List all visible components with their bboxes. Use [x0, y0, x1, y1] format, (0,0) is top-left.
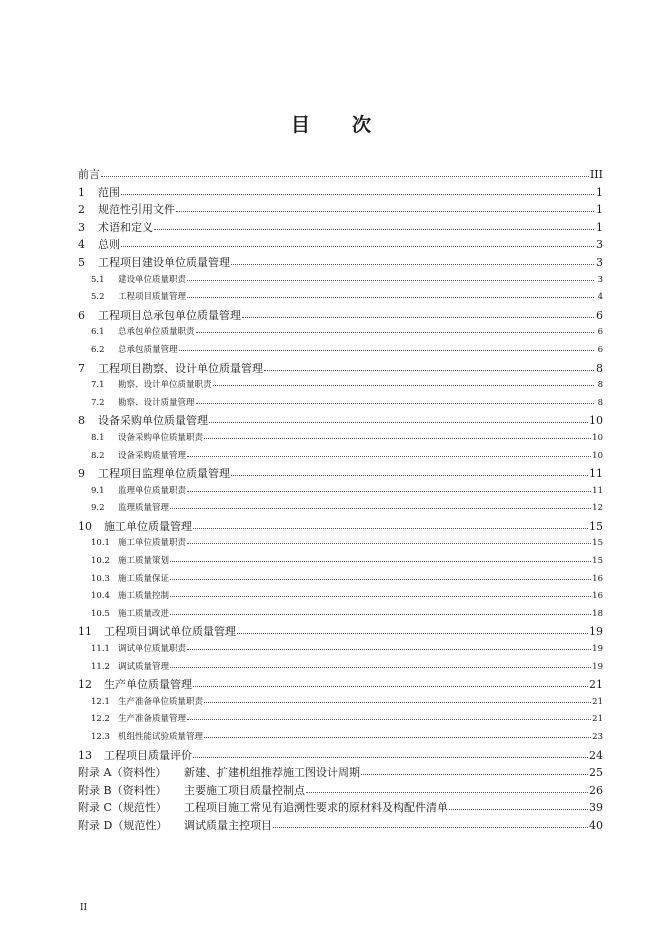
toc-leader-dots [170, 658, 591, 668]
toc-subentry[interactable] [78, 289, 603, 307]
toc-leader-dots [121, 183, 594, 195]
toc-leader-dots [264, 359, 594, 371]
toc-subentry[interactable] [78, 342, 603, 360]
toc-entry-page: 11 [592, 485, 603, 496]
toc-entry-label: 设备采购单位质量职责 [118, 432, 204, 443]
toc-entry-label: 工程项目监理单位质量管理 [98, 467, 230, 481]
toc-subentry[interactable] [78, 553, 603, 571]
toc-subentry[interactable] [78, 500, 603, 518]
toc-appendix-tag: 附录 C（规范性） [78, 801, 167, 815]
toc-entry-number: 9 [78, 467, 85, 481]
toc-entry-label: 总承包单位质量职责 [118, 327, 195, 338]
toc-entry-number: 4 [78, 238, 85, 252]
toc-leader-dots [187, 447, 591, 457]
toc-subentry[interactable] [78, 729, 603, 747]
toc-entry-number: 10.3 [91, 573, 110, 584]
table-of-contents [78, 166, 603, 835]
toc-leader-dots [170, 588, 591, 598]
toc-entry-number: 9.1 [91, 485, 105, 496]
toc-subentry[interactable] [78, 641, 603, 659]
toc-entry[interactable] [78, 676, 603, 694]
toc-entry[interactable] [78, 623, 603, 641]
toc-entry-label: 生产准备单位质量职责 [118, 696, 204, 707]
toc-appendix-entry[interactable] [78, 782, 603, 800]
toc-entry-number: 8.2 [91, 450, 105, 461]
toc-leader-dots [209, 411, 588, 423]
toc-entry-number: 10.4 [91, 591, 110, 602]
toc-leader-dots [170, 500, 591, 510]
toc-entry[interactable] [78, 236, 603, 254]
toc-entry-number: 10.2 [91, 556, 110, 567]
toc-leader-dots [193, 675, 588, 687]
toc-entry-number: 5.2 [91, 292, 105, 303]
toc-entry-number: 1 [78, 185, 85, 199]
toc-entry-label: 生产单位质量管理 [104, 678, 192, 692]
toc-entry-page: III [589, 168, 603, 181]
toc-entry-page: 1 [596, 220, 603, 234]
toc-entry-number: 8 [78, 414, 85, 428]
toc-entry[interactable] [78, 184, 603, 202]
toc-appendix-entry[interactable] [78, 764, 603, 782]
toc-entry-page: 40 [589, 818, 603, 832]
toc-entry-page: 10 [592, 450, 603, 461]
toc-entry-page: 8 [597, 380, 603, 391]
toc-entry-page: 1 [596, 185, 603, 199]
toc-entry-page: 24 [589, 748, 603, 762]
toc-entry-number: 3 [78, 220, 85, 234]
toc-entry-page: 8 [597, 397, 603, 408]
toc-subentry[interactable] [78, 377, 603, 395]
toc-leader-dots [187, 271, 594, 281]
toc-entry-page: 6 [597, 327, 603, 338]
toc-entry-number: 11 [78, 625, 92, 639]
toc-entry[interactable] [78, 166, 603, 184]
toc-entry-label: 施工质量策划 [118, 556, 170, 567]
toc-entry-number: 6.2 [91, 344, 105, 355]
toc-leader-dots [361, 763, 588, 775]
toc-entry-page: 6 [596, 308, 603, 322]
toc-entry-label: 总则 [98, 238, 120, 252]
toc-entry-label: 设备采购单位质量管理 [98, 414, 208, 428]
toc-leader-dots [237, 622, 588, 634]
toc-entry-number: 5.1 [91, 274, 105, 285]
toc-subentry[interactable] [78, 711, 603, 729]
toc-entry[interactable] [78, 360, 603, 378]
toc-entry-label: 规范性引用文件 [98, 203, 175, 217]
toc-entry-label: 调试单位质量职责 [118, 644, 187, 655]
toc-entry-label: 总承包质量管理 [118, 344, 178, 355]
toc-leader-dots [193, 746, 588, 758]
toc-subentry[interactable] [78, 694, 603, 712]
toc-entry-page: 19 [589, 625, 603, 639]
toc-entry-label: 工程项目质量评价 [104, 748, 192, 762]
toc-leader-dots [170, 570, 591, 580]
toc-leader-dots [204, 693, 591, 703]
toc-entry-page: 21 [592, 696, 603, 707]
toc-entry-number: 5 [78, 255, 85, 269]
toc-entry-page: 19 [592, 644, 603, 655]
toc-leader-dots [196, 324, 594, 334]
toc-entry-page: 12 [592, 503, 603, 514]
toc-entry-number: 12.1 [91, 696, 110, 707]
toc-entry-number: 7.1 [91, 380, 105, 391]
toc-entry-page: 16 [592, 591, 603, 602]
toc-entry-number: 7 [78, 361, 85, 375]
toc-leader-dots [176, 200, 594, 212]
toc-subentry[interactable] [78, 395, 603, 413]
toc-entry-page: 1 [596, 203, 603, 217]
toc-entry-label: 施工质量保证 [118, 573, 170, 584]
toc-entry-number: 11.2 [91, 661, 110, 672]
toc-entry-label: 工程项目勘察、设计单位质量管理 [98, 361, 263, 375]
toc-entry-number: 10.1 [91, 538, 110, 549]
toc-entry-label: 工程项目建设单位质量管理 [98, 255, 230, 269]
toc-leader-dots [231, 464, 588, 476]
toc-leader-dots [101, 165, 589, 177]
toc-entry-label: 调试质量主控项目 [184, 818, 272, 832]
toc-entry-label: 工程项目总承包单位质量管理 [98, 308, 241, 322]
toc-entry-label: 施工质量改进 [118, 608, 170, 619]
toc-entry-number: 11.1 [91, 644, 110, 655]
toc-entry-page: 21 [589, 678, 603, 692]
toc-entry-page: 3 [597, 274, 603, 285]
toc-entry-page: 6 [597, 344, 603, 355]
toc-entry-label: 机组性能试验质量管理 [118, 732, 204, 742]
toc-entry-page: 3 [596, 255, 603, 269]
toc-leader-dots [204, 429, 591, 439]
toc-entry-page: 21 [592, 714, 603, 725]
toc-entry-number: 6.1 [91, 327, 105, 338]
toc-entry-number: 6 [78, 308, 85, 322]
toc-leader-dots [213, 377, 594, 387]
toc-leader-dots [187, 641, 591, 651]
toc-leader-dots [121, 235, 594, 247]
toc-entry-page: 3 [596, 238, 603, 252]
toc-entry-label: 工程项目质量管理 [118, 292, 187, 303]
toc-entry-number: 12.2 [91, 714, 110, 725]
toc-entry-label: 前言 [78, 168, 100, 181]
toc-leader-dots [187, 535, 591, 545]
toc-subentry[interactable] [78, 588, 603, 606]
toc-entry-page: 18 [592, 608, 603, 619]
toc-entry-label: 勘察、设计质量管理 [118, 397, 195, 408]
toc-entry-label: 建设单位质量职责 [118, 274, 187, 285]
toc-subentry[interactable] [78, 659, 603, 677]
toc-leader-dots [187, 711, 591, 721]
toc-entry[interactable] [78, 254, 603, 272]
toc-entry-page: 10 [592, 432, 603, 443]
toc-entry-label: 范围 [98, 185, 120, 199]
toc-entry-number: 13 [78, 748, 92, 762]
toc-entry-page: 10 [589, 414, 603, 428]
toc-subentry[interactable] [78, 448, 603, 466]
toc-entry-page: 4 [597, 292, 603, 303]
toc-entry-label: 术语和定义 [98, 220, 153, 234]
toc-leader-dots [196, 394, 594, 404]
toc-entry-number: 12.3 [91, 732, 110, 742]
toc-entry-page: 16 [592, 573, 603, 584]
toc-subentry[interactable] [78, 430, 603, 448]
toc-appendix-entry[interactable] [78, 817, 603, 835]
toc-entry-page: 15 [589, 519, 603, 533]
toc-entry-label: 施工单位质量职责 [118, 538, 187, 549]
toc-entry-page: 19 [592, 661, 603, 672]
toc-entry-label: 设备采购质量管理 [118, 450, 187, 461]
toc-entry-page: 26 [589, 783, 603, 797]
page-title [0, 110, 662, 137]
toc-leader-dots [449, 798, 588, 810]
toc-entry-page: 11 [589, 467, 603, 481]
toc-entry[interactable] [78, 307, 603, 325]
toc-entry-number: 10 [78, 519, 92, 533]
toc-entry-page: 23 [592, 732, 603, 742]
toc-leader-dots [179, 341, 594, 351]
toc-leader-dots [306, 781, 588, 793]
toc-entry[interactable] [78, 747, 603, 765]
toc-appendix-tag: 附录 A（资料性） [78, 766, 167, 780]
toc-entry-page: 15 [592, 556, 603, 567]
toc-entry[interactable] [78, 465, 603, 483]
toc-entry[interactable] [78, 518, 603, 536]
toc-subentry[interactable] [78, 324, 603, 342]
toc-entry-label: 工程项目施工常见有追溯性要求的原材料及构配件清单 [184, 801, 448, 815]
toc-subentry[interactable] [78, 272, 603, 290]
toc-subentry[interactable] [78, 606, 603, 624]
toc-appendix-tag: 附录 D（规范性） [78, 818, 168, 832]
toc-entry-label: 勘察、设计单位质量职责 [118, 380, 212, 391]
toc-subentry[interactable] [78, 571, 603, 589]
toc-appendix-entry[interactable] [78, 799, 603, 817]
toc-leader-dots [204, 729, 591, 739]
toc-entry-label: 主要施工项目质量控制点 [184, 783, 305, 797]
toc-entry-label: 施工质量控制 [118, 591, 170, 602]
toc-entry-label: 工程项目调试单位质量管理 [104, 625, 236, 639]
toc-leader-dots [231, 253, 594, 265]
toc-entry-page: 15 [592, 538, 603, 549]
page-title-char-1: 目 [290, 114, 310, 136]
toc-subentry[interactable] [78, 483, 603, 501]
toc-entry-page: 8 [596, 361, 603, 375]
toc-entry[interactable] [78, 201, 603, 219]
toc-entry-label: 监理质量管理 [118, 503, 170, 514]
page-title-char-2: 次 [352, 114, 372, 136]
toc-entry[interactable] [78, 219, 603, 237]
toc-leader-dots [273, 816, 588, 828]
toc-entry-number: 7.2 [91, 397, 105, 408]
toc-entry-number: 12 [78, 678, 92, 692]
toc-entry-number: 8.1 [91, 432, 105, 443]
toc-leader-dots [170, 605, 591, 615]
toc-entry-page: 25 [589, 766, 603, 780]
toc-entry-number: 9.2 [91, 503, 105, 514]
toc-leader-dots [187, 482, 591, 492]
toc-entry-label: 调试质量管理 [118, 661, 170, 672]
toc-leader-dots [242, 306, 594, 318]
toc-leader-dots [193, 517, 588, 529]
toc-entry[interactable] [78, 412, 603, 430]
toc-leader-dots [187, 289, 594, 299]
toc-subentry[interactable] [78, 535, 603, 553]
toc-appendix-tag: 附录 B（资料性） [78, 783, 167, 797]
toc-entry-page: 39 [589, 801, 603, 815]
toc-entry-label: 监理单位质量职责 [118, 485, 187, 496]
toc-entry-label: 新建、扩建机组推荐施工图设计周期 [184, 766, 360, 780]
toc-entry-label: 施工单位质量管理 [104, 519, 192, 533]
toc-entry-number: 2 [78, 203, 85, 217]
toc-entry-label: 生产准备质量管理 [118, 714, 187, 725]
toc-leader-dots [170, 553, 591, 563]
toc-entry-number: 10.5 [91, 608, 110, 619]
page-number: II [80, 903, 88, 913]
toc-leader-dots [154, 218, 594, 230]
